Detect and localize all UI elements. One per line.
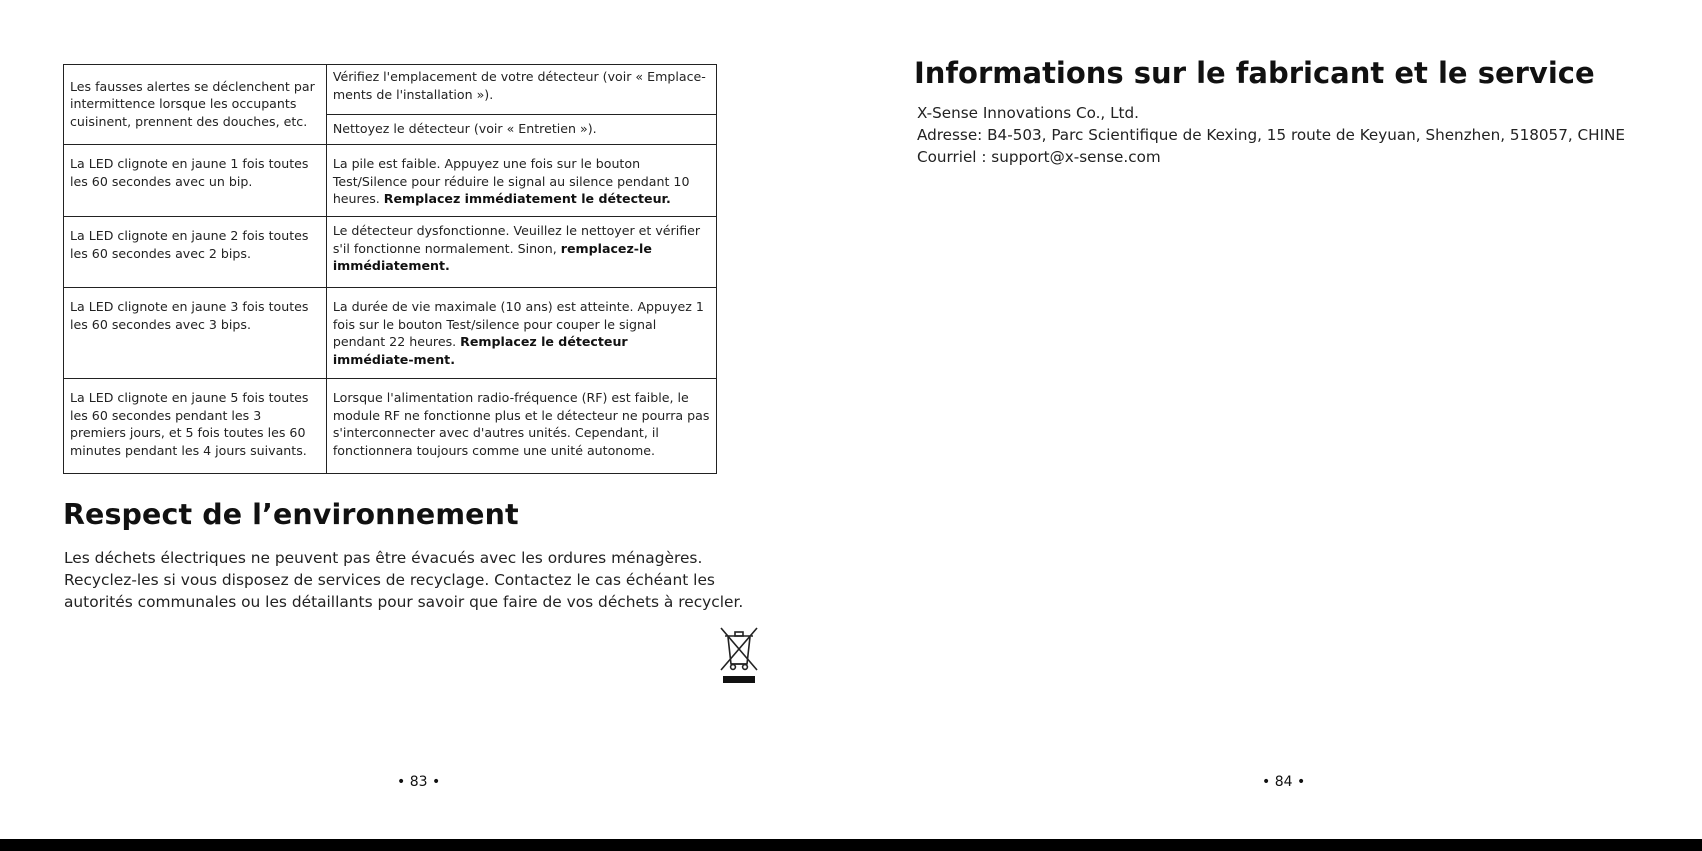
solution-cell: Vérifiez l'emplacement de votre détecteur (voir « Emplace-ments de l'installation »). — [326, 65, 716, 115]
solution-text: La durée de vie maximale (10 ans) est atteinte. Appuyez 1 fois sur le bouton Test/silence pour couper le signal pendant 22 heures. — [332, 299, 704, 349]
solution-cell: Lorsque l'alimentation radio-fréquence (RF) est faible, le module RF ne fonctionne plus et le détecteur ne pourra pas s'interconnecter avec d'autres unités. Cependant, il fonctionnera toujours comme une unité autonome. — [326, 379, 716, 474]
table-row — [64, 145, 717, 217]
solution-cell — [326, 145, 716, 217]
problem-cell: La LED clignote en jaune 5 fois toutes les 60 secondes pendant les 3 premiers jours, et 5 fois toutes les 60 minutes pendant les 4 jours suivants. — [64, 379, 327, 474]
page-number: • 84 • — [1262, 774, 1306, 790]
table-row — [64, 379, 717, 474]
solution-cell: Nettoyez le détecteur (voir « Entretien »). — [326, 115, 716, 145]
manufacturer-title: Informations sur le fabricant et le service — [914, 56, 1595, 90]
environment-text: Les déchets électriques ne peuvent pas être évacués avec les ordures ménagères. Recyclez-les si vous disposez de services de recyclage. Contactez le cas échéant les autorités communales ou les détaillants pour savoir que faire de vos déchets à recycler. — [64, 549, 744, 611]
table-row — [64, 288, 717, 379]
page-right — [851, 0, 1702, 839]
problem-cell: La LED clignote en jaune 3 fois toutes les 60 secondes avec 3 bips. — [64, 288, 327, 379]
solution-emphasis: remplacez-le immédiatement. — [332, 240, 652, 273]
company-email: Courriel : support@x-sense.com — [917, 148, 1161, 166]
troubleshooting-table — [63, 64, 717, 474]
page-left — [0, 0, 851, 839]
problem-cell: Les fausses alertes se déclenchent par intermittence lorsque les occupants cuisinent, prennent des douches, etc. — [64, 65, 327, 145]
environment-title: Respect de l’environnement — [63, 498, 519, 531]
page-number: • 83 • — [397, 774, 441, 790]
company-address: Adresse: B4-503, Parc Scientifique de Kexing, 15 route de Keyuan, Shenzhen, 518057, CHINE — [917, 126, 1626, 144]
solution-emphasis: Remplacez le détecteur immédiate-ment. — [332, 334, 628, 367]
problem-cell: La LED clignote en jaune 1 fois toutes les 60 secondes avec un bip. — [64, 145, 327, 217]
solution-cell — [326, 217, 716, 288]
solution-text: Le détecteur dysfonctionne. Veuillez le nettoyer et vérifier s'il fonctionne normalement. Sinon, — [332, 223, 701, 256]
table-row — [64, 65, 717, 115]
manufacturer-info — [917, 102, 1625, 168]
bottom-border — [0, 839, 1702, 851]
solution-text: La pile est faible. Appuyez une fois sur le bouton Test/Silence pour réduire le signal au silence pendant 10 heures. — [332, 156, 690, 206]
solution-cell — [326, 288, 716, 379]
company-name: X-Sense Innovations Co., Ltd. — [917, 104, 1139, 122]
solution-emphasis: Remplacez immédiatement le détecteur. — [383, 191, 671, 206]
table-row — [64, 217, 717, 288]
crossed-out-wheelie-bin-icon — [717, 624, 761, 688]
problem-cell: La LED clignote en jaune 2 fois toutes les 60 secondes avec 2 bips. — [64, 217, 327, 288]
